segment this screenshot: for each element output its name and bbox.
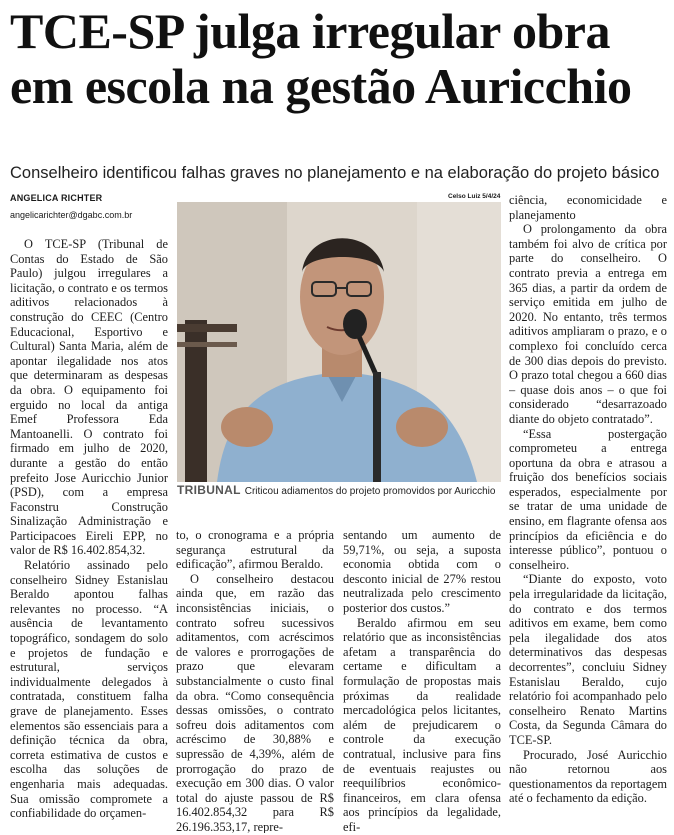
caption-text: Criticou adiamentos do projeto promovidos por Auricchio <box>244 486 496 497</box>
paragraph: O prolongamento da obra também foi alvo de crítica por parte do conselheiro. O contrato previa a entrega em 365 dias, a partir da ordem de serviço emitida em julho de 2020. No entanto, três termos aditivos ampliaram o prazo, e o complexo foi concluído cerca de 300 dias depois do previsto. O prazo total chegou a 660 dias – quase dois anos – o que foi considerado “desarrazoado diante do objeto contratado”. <box>509 222 667 426</box>
headline <box>10 4 666 114</box>
paragraph: O TCE-SP (Tribunal de Contas do Estado de São Paulo) julgou irregulares a licitação, o contrato e os termos aditivos relacionados à construção do CEEC (Centro Educacional, Esportivo e Cultural) Santa Maria, além de apontar ilegalidade nos atos que determinaram as despesas da obra. O equipamento foi erguido no local da antiga Emef Professora Eda Mantoanelli. O contrato foi firmado em julho de 2020, durante a gestão do então prefeito Jose Auricchio Junior (PSD), com a empresa Faconstru Construção Sinalização Administração e Participacoes Eireli EPP, no valor de R$ 16.402.854,32. <box>10 237 168 558</box>
column-4 <box>509 193 667 833</box>
column-1 <box>10 237 168 833</box>
subtitle: Conselheiro identificou falhas graves no planejamento e na elaboração do projeto básico <box>10 164 660 182</box>
speaker-illustration <box>177 202 501 482</box>
column-3 <box>343 528 501 833</box>
author-name: ANGELICA RICHTER <box>10 193 103 203</box>
paragraph: “Essa postergação comprometeu a entrega oportuna da obra e atrasou a fruição dos benefícios sociais esperados, especialmente por se tratar de uma unidade de ensino, em flagrante ofensa aos princípios da eficiência e do interesse público”, pontuou o conselheiro. <box>509 426 667 572</box>
paragraph: Procurado, José Auricchio não retornou aos questionamentos da reportagem até o fechamento da edição. <box>509 747 667 806</box>
author-email: angelicarichter@dgabc.com.br <box>10 210 133 220</box>
caption-tag: TRIBUNAL <box>177 483 241 497</box>
paragraph: O conselheiro destacou ainda que, em razão das inconsistências iniciais, o contrato sofreu sucessivos aditamentos, com acréscimos de valores e prorrogações de prazo que elevaram substancialmente o custo final da obra. “Como consequência dessas omissões, o contrato sofreu dois aditamentos com acréscimo de 30,88% e supressão de 4,39%, além de prorrogação do prazo de execução em 300 dias. O valor total do ajuste passou de R$ 16.402.854,32 para R$ 26.196.353,17, repre- <box>176 571 334 833</box>
article-photo <box>177 202 501 482</box>
paragraph-continuation: ciência, economicidade e planejamento <box>509 193 667 222</box>
photo-credit: Celso Luiz 5/4/24 <box>448 193 501 200</box>
paragraph: “Diante do exposto, voto pela irregularidade da licitação, do contrato e dos termos aditivos em exame, bem como pela ilegalidade dos atos determinativos das despesas decorrentes”, concluiu Sidney Estanislau Beraldo, cujo relatório foi acompanhado pelo conselheiro Renato Martins Costa, da Segunda Câmara do TCE-SP. <box>509 572 667 747</box>
column-2 <box>176 528 334 833</box>
paragraph: Relatório assinado pelo conselheiro Sidney Estanislau Beraldo apontou falhas relevantes no processo. “A ausência de levantamento topográfico, sondagem do solo e projetos de fundação e estrutural, serviços individualmente delegados à contratada, constituem falha grave de planejamento. Esses elementos são essenciais para a definição técnica da obra, correta estimativa de custos e escolha das soluções de engenharia mais adequadas. Sua omissão compromete a confiabilidade do orçamen- <box>10 558 168 821</box>
paragraph-continuation: sentando um aumento de 59,71%, ou seja, a suposta economia obtida com o desconto inicial de 27% restou neutralizada pelo crescimento posterior dos custos.” <box>343 528 501 615</box>
photo-caption <box>177 484 501 498</box>
paragraph-continuation: to, o cronograma e a própria segurança estrutural da edificação”, afirmou Beraldo. <box>176 528 334 572</box>
paragraph: Beraldo afirmou em seu relatório que as inconsistências afetam a transparência do certame e dificultam a formulação de propostas mais próximas da realidade mercadológica pelos licitantes, além de prejudicarem o controle da execução contratual, inclusive para fins de eventuais reajustes ou reequilíbrios econômico-financeiros, em clara ofensa aos princípios da legalidade, efi- <box>343 615 501 833</box>
headline-line-2: em escola na gestão Auricchio <box>10 58 632 114</box>
headline-line-1: TCE-SP julga irregular obra <box>10 3 610 59</box>
